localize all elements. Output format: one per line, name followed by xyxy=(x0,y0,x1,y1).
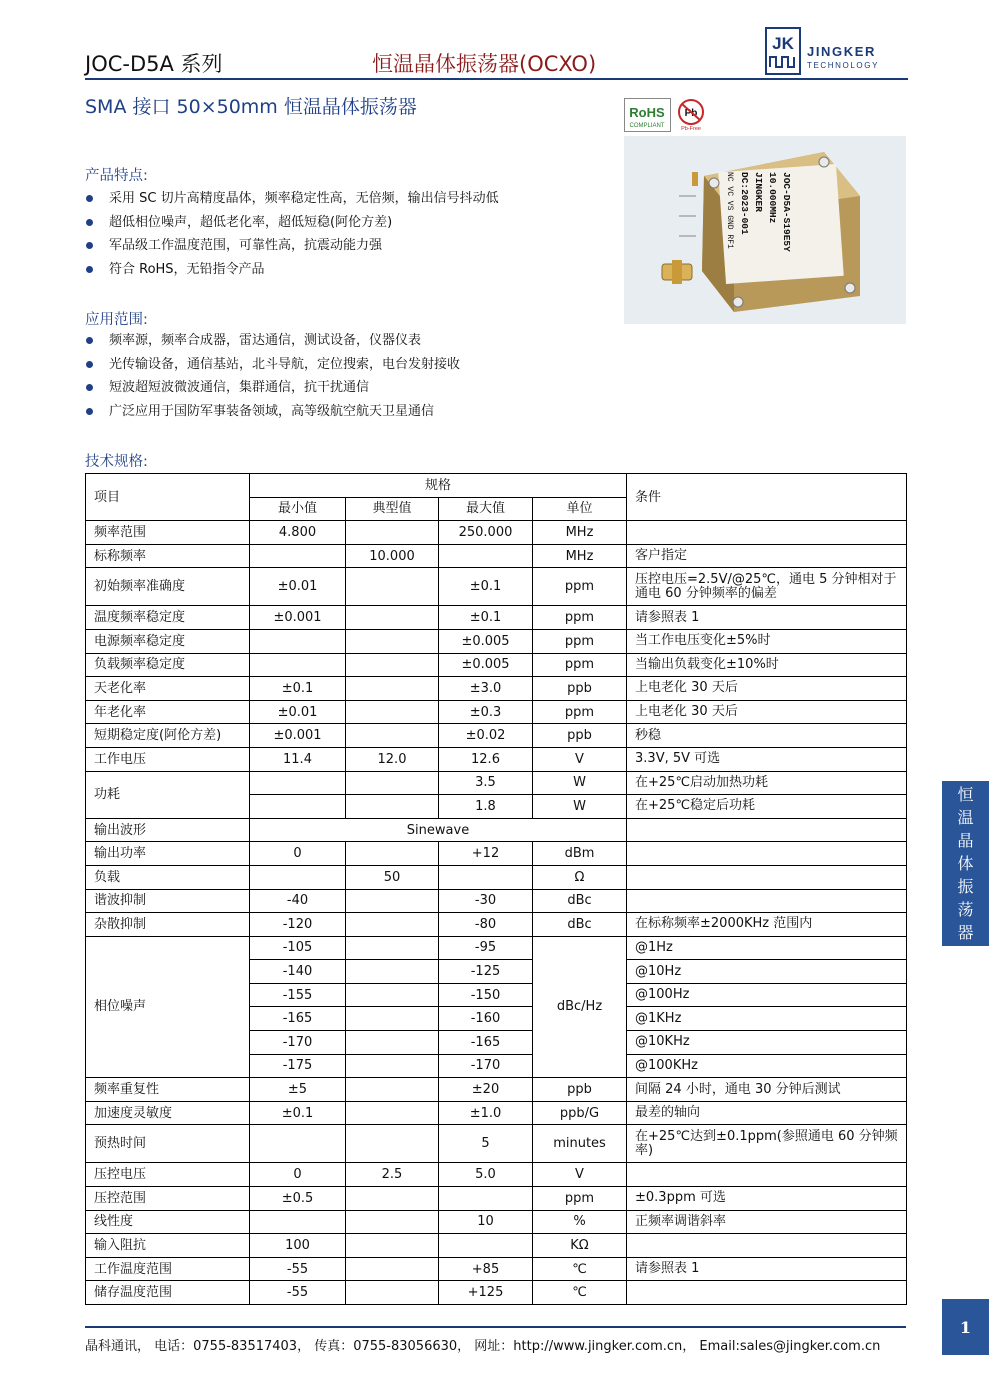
spec-typ xyxy=(346,1007,439,1031)
spec-unit: ppm xyxy=(533,606,627,630)
spec-condition xyxy=(627,865,907,889)
spec-typ xyxy=(346,795,439,819)
spec-max: ±0.3 xyxy=(439,700,533,724)
spec-typ xyxy=(346,1234,439,1258)
spec-item: 工作温度范围 xyxy=(86,1257,250,1281)
spec-unit: ppm xyxy=(533,629,627,653)
spec-item: 相位噪声 xyxy=(86,936,250,1078)
spec-unit: W xyxy=(533,795,627,819)
spec-typ xyxy=(346,724,439,748)
spec-typ xyxy=(346,771,439,795)
jingker-logo xyxy=(765,27,910,77)
spec-min: ±0.01 xyxy=(250,700,346,724)
spec-unit: ppm xyxy=(533,1187,627,1211)
spec-condition: 当工作电压变化±5%时 xyxy=(627,629,907,653)
spec-item: 频率重复性 xyxy=(86,1078,250,1102)
spec-item: 储存温度范围 xyxy=(86,1281,250,1305)
table-row xyxy=(86,747,907,771)
spec-unit: ppb xyxy=(533,677,627,701)
header-max: 最大值 xyxy=(439,497,533,521)
spec-max: -30 xyxy=(439,889,533,913)
table-row xyxy=(86,1257,907,1281)
spec-min xyxy=(250,1125,346,1163)
spec-typ xyxy=(346,568,439,606)
spec-waveform-value: Sinewave xyxy=(250,818,627,842)
spec-typ xyxy=(346,700,439,724)
applications-list xyxy=(85,329,460,423)
specs-title: 技术规格: xyxy=(85,454,148,470)
spec-condition xyxy=(627,1163,907,1187)
spec-typ xyxy=(346,1187,439,1211)
svg-text:COMPLIANT: COMPLIANT xyxy=(629,123,665,129)
spec-max: -125 xyxy=(439,960,533,984)
bullet-icon xyxy=(86,242,93,249)
bullet-icon xyxy=(86,337,93,344)
spec-typ: 10.000 xyxy=(346,544,439,568)
table-row xyxy=(86,1187,907,1211)
spec-max xyxy=(439,865,533,889)
spec-unit: dBc xyxy=(533,913,627,937)
feature-item: 采用 SC 切片高精度晶体，频率稳定性高，无倍频，输出信号抖动低 xyxy=(85,187,499,211)
spec-item: 压控电压 xyxy=(86,1163,250,1187)
spec-condition: 在+25℃达到±0.1ppm(参照通电 60 分钟频率) xyxy=(627,1125,907,1163)
table-row xyxy=(86,889,907,913)
spec-min: 0 xyxy=(250,842,346,866)
spec-condition: @100Hz xyxy=(627,983,907,1007)
spec-condition xyxy=(627,1234,907,1258)
spec-condition: 在+25℃稳定后功耗 xyxy=(627,795,907,819)
header-spec: 规格 xyxy=(250,474,627,498)
spec-max xyxy=(439,1234,533,1258)
spec-min: -155 xyxy=(250,983,346,1007)
spec-condition xyxy=(627,521,907,545)
spec-item: 工作电压 xyxy=(86,747,250,771)
table-row xyxy=(86,936,907,960)
features-list xyxy=(85,187,499,281)
spec-typ xyxy=(346,1257,439,1281)
spec-typ: 50 xyxy=(346,865,439,889)
product-subtitle: SMA 接口 50×50mm 恒温晶体振荡器 xyxy=(85,96,417,118)
spec-item: 年老化率 xyxy=(86,700,250,724)
spec-condition: 客户指定 xyxy=(627,544,907,568)
spec-item: 输出波形 xyxy=(86,818,250,842)
spec-max: ±0.1 xyxy=(439,568,533,606)
product-label-line-3: JINGKER xyxy=(753,172,764,212)
spec-max xyxy=(439,1187,533,1211)
application-item: 广泛应用于国防军事装备领域，高等级航空航天卫星通信 xyxy=(85,400,460,424)
spec-max: +12 xyxy=(439,842,533,866)
application-item: 短波超短波微波通信，集群通信，抗干扰通信 xyxy=(85,376,460,400)
product-label-line-1: JOC-D5A-S19E5Y xyxy=(781,172,792,252)
spec-min: ±5 xyxy=(250,1078,346,1102)
spec-min: 0 xyxy=(250,1163,346,1187)
spec-condition: 最差的轴向 xyxy=(627,1101,907,1125)
spec-unit: dBc/Hz xyxy=(533,936,627,1078)
table-row xyxy=(86,1078,907,1102)
feature-item: 超低相位噪声，超低老化率，超低短稳(阿伦方差) xyxy=(85,211,499,235)
spec-condition: 当输出负载变化±10%时 xyxy=(627,653,907,677)
spec-unit: W xyxy=(533,771,627,795)
spec-typ xyxy=(346,913,439,937)
spec-max: ±3.0 xyxy=(439,677,533,701)
product-label-line-2: 10.000MHz xyxy=(767,172,778,224)
spec-min xyxy=(250,795,346,819)
bullet-icon xyxy=(86,195,93,202)
spec-max: -170 xyxy=(439,1054,533,1078)
spec-unit: ppm xyxy=(533,653,627,677)
spec-max: 5.0 xyxy=(439,1163,533,1187)
footer-contact: 晶科通讯， 电话：0755-83517403， 传真：0755-83056630， 网址：http://www.jingker.com.cn， Email:sales@jingker.com.cn xyxy=(85,1339,881,1354)
spec-min xyxy=(250,544,346,568)
spec-min: ±0.001 xyxy=(250,606,346,630)
spec-max: ±20 xyxy=(439,1078,533,1102)
spec-typ xyxy=(346,960,439,984)
spec-condition: @100KHz xyxy=(627,1054,907,1078)
product-photo xyxy=(624,136,906,324)
spec-max: 12.6 xyxy=(439,747,533,771)
spec-condition xyxy=(627,818,907,842)
spec-unit: V xyxy=(533,747,627,771)
spec-typ xyxy=(346,1210,439,1234)
logo-letters: JK xyxy=(772,34,794,53)
spec-max: 3.5 xyxy=(439,771,533,795)
spec-min: 4.800 xyxy=(250,521,346,545)
spec-condition xyxy=(627,889,907,913)
header-typ: 典型值 xyxy=(346,497,439,521)
bullet-icon xyxy=(86,361,93,368)
spec-unit: KΩ xyxy=(533,1234,627,1258)
spec-condition: 请参照表 1 xyxy=(627,606,907,630)
spec-min xyxy=(250,1210,346,1234)
table-row xyxy=(86,1163,907,1187)
bullet-icon xyxy=(86,384,93,391)
spec-item: 标称频率 xyxy=(86,544,250,568)
spec-min xyxy=(250,865,346,889)
spec-item: 负载频率稳定度 xyxy=(86,653,250,677)
spec-typ xyxy=(346,606,439,630)
spec-typ xyxy=(346,653,439,677)
table-row xyxy=(86,700,907,724)
spec-min: ±0.001 xyxy=(250,724,346,748)
spec-min xyxy=(250,629,346,653)
spec-condition: @1Hz xyxy=(627,936,907,960)
spec-item: 电源频率稳定度 xyxy=(86,629,250,653)
table-row xyxy=(86,653,907,677)
spec-typ xyxy=(346,1054,439,1078)
spec-max: -95 xyxy=(439,936,533,960)
table-row xyxy=(86,913,907,937)
spec-typ xyxy=(346,889,439,913)
spec-max: ±0.02 xyxy=(439,724,533,748)
product-pin-labels: NC VC VS GND RF1 xyxy=(725,172,734,249)
header-item: 项目 xyxy=(86,474,250,521)
spec-item: 谐波抑制 xyxy=(86,889,250,913)
spec-typ: 12.0 xyxy=(346,747,439,771)
spec-item: 温度频率稳定度 xyxy=(86,606,250,630)
application-item: 频率源，频率合成器，雷达通信，测试设备，仪器仪表 xyxy=(85,329,460,353)
table-row xyxy=(86,629,907,653)
table-row xyxy=(86,1125,907,1163)
spec-min xyxy=(250,653,346,677)
table-row xyxy=(86,818,907,842)
table-row xyxy=(86,606,907,630)
spec-min: -165 xyxy=(250,1007,346,1031)
spec-max: 10 xyxy=(439,1210,533,1234)
spec-unit: V xyxy=(533,1163,627,1187)
side-tab: 恒 温 晶 体 振 荡 器 xyxy=(942,781,989,946)
bullet-icon xyxy=(86,266,93,273)
bullet-icon xyxy=(86,219,93,226)
spec-condition: @10Hz xyxy=(627,960,907,984)
header-condition: 条件 xyxy=(627,474,907,521)
spec-condition: 间隔 24 小时，通电 30 分钟后测试 xyxy=(627,1078,907,1102)
spec-unit: ppm xyxy=(533,568,627,606)
spec-unit: Ω xyxy=(533,865,627,889)
spec-condition: ±0.3ppm 可选 xyxy=(627,1187,907,1211)
spec-table xyxy=(85,473,907,1305)
logo-brand: JINGKER xyxy=(807,44,876,59)
spec-item: 压控范围 xyxy=(86,1187,250,1211)
product-label-line-4: DC:2023-001 xyxy=(739,172,750,235)
spec-unit: dBc xyxy=(533,889,627,913)
spec-max: ±0.005 xyxy=(439,653,533,677)
spec-item: 预热时间 xyxy=(86,1125,250,1163)
spec-unit: MHz xyxy=(533,544,627,568)
document-title: 恒温晶体振荡器(OCXO) xyxy=(372,52,597,76)
rohs-badge xyxy=(624,98,671,132)
spec-min: -55 xyxy=(250,1281,346,1305)
header-unit: 单位 xyxy=(533,497,627,521)
spec-condition: @10KHz xyxy=(627,1031,907,1055)
spec-max: 5 xyxy=(439,1125,533,1163)
bullet-icon xyxy=(86,408,93,415)
svg-text:Pb: Pb xyxy=(684,108,698,119)
pb-free-badge xyxy=(676,98,706,132)
spec-unit: % xyxy=(533,1210,627,1234)
feature-item: 军品级工作温度范围，可靠性高，抗震动能力强 xyxy=(85,234,499,258)
table-row xyxy=(86,771,907,795)
spec-min: 100 xyxy=(250,1234,346,1258)
spec-item: 输入阻抗 xyxy=(86,1234,250,1258)
spec-min: ±0.1 xyxy=(250,1101,346,1125)
spec-min: -140 xyxy=(250,960,346,984)
spec-typ xyxy=(346,1031,439,1055)
spec-unit: ppb/G xyxy=(533,1101,627,1125)
spec-unit: minutes xyxy=(533,1125,627,1163)
spec-max: ±1.0 xyxy=(439,1101,533,1125)
spec-item: 杂散抑制 xyxy=(86,913,250,937)
spec-condition: 上电老化 30 天后 xyxy=(627,677,907,701)
spec-min: ±0.5 xyxy=(250,1187,346,1211)
spec-max: -165 xyxy=(439,1031,533,1055)
series-label: JOC-D5A 系列 xyxy=(85,52,223,76)
spec-max: 250.000 xyxy=(439,521,533,545)
spec-min: -175 xyxy=(250,1054,346,1078)
spec-typ xyxy=(346,521,439,545)
spec-typ xyxy=(346,677,439,701)
spec-condition: 秒稳 xyxy=(627,724,907,748)
spec-max: ±0.005 xyxy=(439,629,533,653)
spec-min: 11.4 xyxy=(250,747,346,771)
table-row xyxy=(86,677,907,701)
table-header-row xyxy=(86,474,907,498)
spec-item: 功耗 xyxy=(86,771,250,818)
spec-typ: 2.5 xyxy=(346,1163,439,1187)
svg-text:RoHS: RoHS xyxy=(629,105,665,120)
header-min: 最小值 xyxy=(250,497,346,521)
spec-unit: ℃ xyxy=(533,1281,627,1305)
spec-item: 加速度灵敏度 xyxy=(86,1101,250,1125)
spec-condition xyxy=(627,842,907,866)
spec-max: -80 xyxy=(439,913,533,937)
table-row xyxy=(86,1234,907,1258)
logo-tagline: TECHNOLOGY xyxy=(807,61,880,70)
header-divider xyxy=(85,78,908,80)
application-item: 光传输设备，通信基站，北斗导航，定位搜索，电台发射接收 xyxy=(85,353,460,377)
spec-max: +85 xyxy=(439,1257,533,1281)
spec-max: +125 xyxy=(439,1281,533,1305)
spec-item: 线性度 xyxy=(86,1210,250,1234)
spec-item: 输出功率 xyxy=(86,842,250,866)
spec-condition: 正频率调谐斜率 xyxy=(627,1210,907,1234)
spec-unit: ℃ xyxy=(533,1257,627,1281)
table-row xyxy=(86,1101,907,1125)
spec-max: ±0.1 xyxy=(439,606,533,630)
spec-min: -105 xyxy=(250,936,346,960)
spec-condition: 请参照表 1 xyxy=(627,1257,907,1281)
spec-item: 天老化率 xyxy=(86,677,250,701)
spec-min: -55 xyxy=(250,1257,346,1281)
spec-condition: 压控电压=2.5V/@25℃，通电 5 分钟相对于通电 60 分钟频率的偏差 xyxy=(627,568,907,606)
spec-unit: MHz xyxy=(533,521,627,545)
table-row xyxy=(86,1281,907,1305)
features-title: 产品特点: xyxy=(85,168,148,184)
spec-item: 频率范围 xyxy=(86,521,250,545)
spec-min: ±0.1 xyxy=(250,677,346,701)
applications-title: 应用范围: xyxy=(85,312,148,328)
spec-item: 短期稳定度(阿伦方差) xyxy=(86,724,250,748)
spec-typ xyxy=(346,1101,439,1125)
spec-min: -120 xyxy=(250,913,346,937)
spec-max: -150 xyxy=(439,983,533,1007)
spec-unit: dBm xyxy=(533,842,627,866)
table-row xyxy=(86,724,907,748)
spec-condition: 在标称频率±2000KHz 范围内 xyxy=(627,913,907,937)
spec-max xyxy=(439,544,533,568)
spec-unit: ppm xyxy=(533,700,627,724)
spec-condition: 在+25℃启动加热功耗 xyxy=(627,771,907,795)
spec-min xyxy=(250,771,346,795)
spec-unit: ppb xyxy=(533,1078,627,1102)
spec-typ xyxy=(346,1281,439,1305)
spec-typ xyxy=(346,1078,439,1102)
feature-item: 符合 RoHS，无铅指令产品 xyxy=(85,258,499,282)
spec-condition: @1KHz xyxy=(627,1007,907,1031)
spec-typ xyxy=(346,1125,439,1163)
spec-condition: 上电老化 30 天后 xyxy=(627,700,907,724)
spec-typ xyxy=(346,983,439,1007)
spec-min: ±0.01 xyxy=(250,568,346,606)
table-row xyxy=(86,842,907,866)
table-row xyxy=(86,544,907,568)
table-row xyxy=(86,865,907,889)
spec-condition xyxy=(627,1281,907,1305)
spec-min: -170 xyxy=(250,1031,346,1055)
spec-max: -160 xyxy=(439,1007,533,1031)
table-row xyxy=(86,521,907,545)
spec-item: 负载 xyxy=(86,865,250,889)
spec-min: -40 xyxy=(250,889,346,913)
spec-item: 初始频率准确度 xyxy=(86,568,250,606)
spec-max: 1.8 xyxy=(439,795,533,819)
page-number: 1 xyxy=(942,1299,989,1355)
footer-divider xyxy=(85,1326,906,1328)
table-row xyxy=(86,568,907,606)
spec-unit: ppb xyxy=(533,724,627,748)
table-row xyxy=(86,1210,907,1234)
svg-text:Pb-Free: Pb-Free xyxy=(681,126,701,132)
spec-condition: 3.3V, 5V 可选 xyxy=(627,747,907,771)
spec-typ xyxy=(346,842,439,866)
spec-typ xyxy=(346,629,439,653)
spec-typ xyxy=(346,936,439,960)
